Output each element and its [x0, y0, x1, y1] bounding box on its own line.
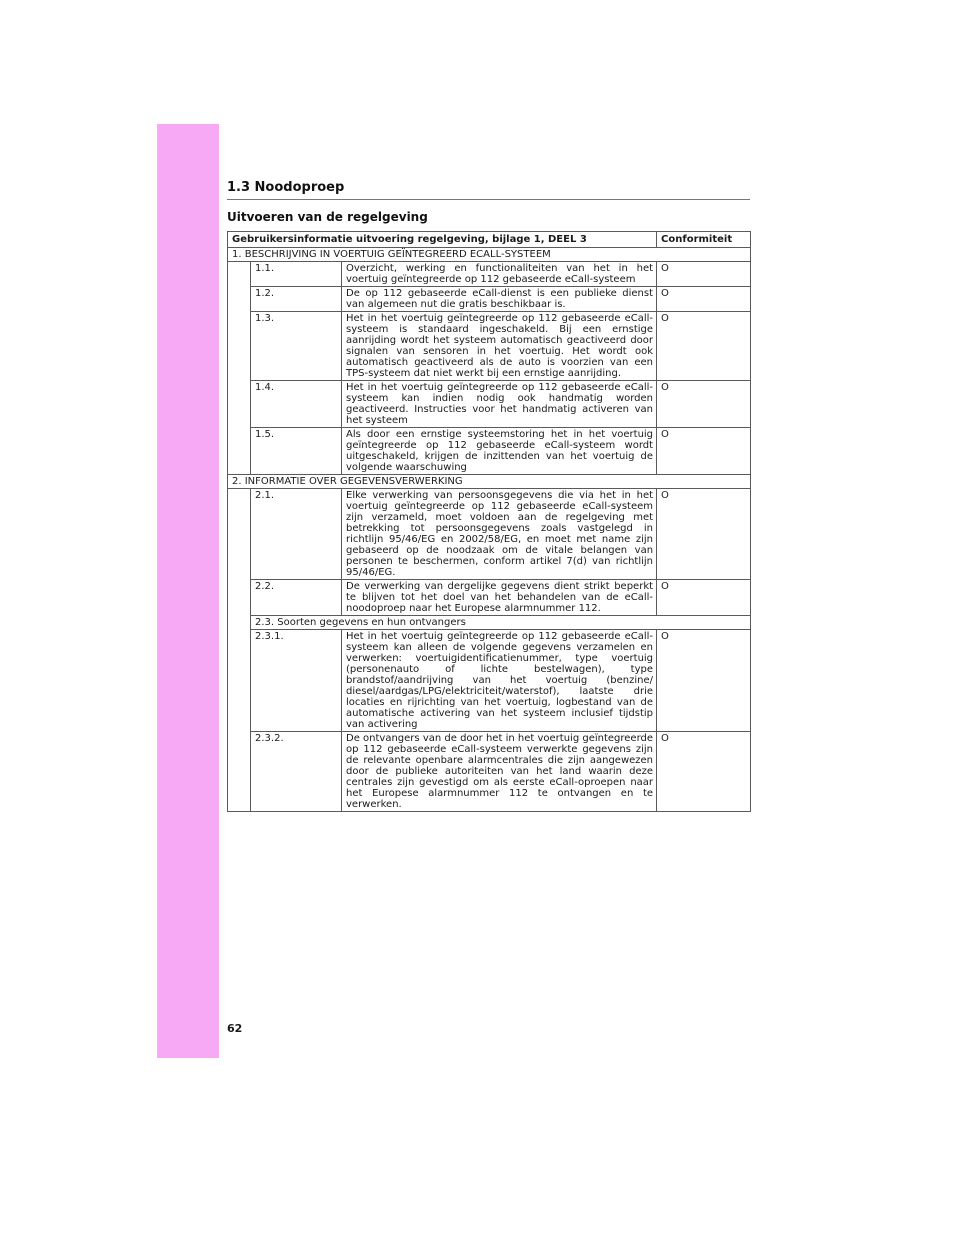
row-conformity: O [657, 312, 751, 381]
table-row [228, 732, 751, 812]
subsection-title: 2.3. Soorten gegevens en hun ontvangers [251, 616, 751, 630]
row-description: Als door een ernstige systeemstoring het in het voertuig geïntegreerde op 112 gebaseerde eCall-systeem wordt uitgeschakeld, krijgen de inzittenden van het voertuig de volgende waarschuwing [342, 428, 657, 475]
row-description: Het in het voertuig geïntegreerde op 112 gebaseerde eCall-systeem kan indien nodig ook handmatig worden geactiveerd. Instructies voor het handmatig activeren van het systeem [342, 381, 657, 428]
header-conformity: Conformiteit [657, 232, 751, 248]
table-row [228, 428, 751, 475]
row-description: Het in het voertuig geïntegreerde op 112 gebaseerde eCall-systeem kan alleen de volgende gegevens verzamelen en verwerken: voertuigidentificatienummer, type voertuig (personenauto of lichte bestelwagen), type brandstof/aandrijving van het voertuig (benzine/ diesel/aardgas/LPG/elektriciteit/waterstof), laatste drie locaties en rijrichting van het voertuig, logbestand van de automatische activering van het systeem inclusief tijdstip van activering [342, 630, 657, 732]
row-conformity: O [657, 630, 751, 732]
table-row [228, 381, 751, 428]
section-title: 1.3 Noodoproep [227, 180, 345, 195]
subsection-row [228, 616, 751, 630]
section-row [228, 248, 751, 262]
row-number: 1.1. [251, 262, 342, 287]
row-conformity: O [657, 580, 751, 616]
row-number: 2.2. [251, 580, 342, 616]
row-number: 2.1. [251, 489, 342, 580]
row-conformity: O [657, 428, 751, 475]
indent-cell [228, 489, 251, 812]
row-conformity: O [657, 381, 751, 428]
table-row [228, 489, 751, 580]
row-number: 1.2. [251, 287, 342, 312]
header-info: Gebruikersinformatie uitvoering regelgeving, bijlage 1, DEEL 3 [228, 232, 657, 248]
table-header-row [228, 232, 751, 248]
table-row [228, 580, 751, 616]
row-number: 2.3.1. [251, 630, 342, 732]
row-description: Het in het voertuig geïntegreerde op 112 gebaseerde eCall-systeem is standaard ingeschakeld. Bij een ernstige aanrijding wordt het systeem automatisch geactiveerd door signalen van sensoren in het voertuig. Het wordt ook automatisch geactiveerd als de auto is voorzien van een TPS-systeem dat niet werkt bij een ernstige aanrijding. [342, 312, 657, 381]
row-conformity: O [657, 732, 751, 812]
section-2-title: 2. INFORMATIE OVER GEGEVENSVERWERKING [228, 475, 751, 489]
row-number: 1.4. [251, 381, 342, 428]
row-conformity: O [657, 287, 751, 312]
table-row [228, 262, 751, 287]
row-description: De op 112 gebaseerde eCall-dienst is een publieke dienst van algemeen nut die gratis beschikbaar is. [342, 287, 657, 312]
row-number: 2.3.2. [251, 732, 342, 812]
table-row [228, 630, 751, 732]
row-conformity: O [657, 489, 751, 580]
regulation-table [227, 231, 751, 812]
section-row [228, 475, 751, 489]
row-description: De verwerking van dergelijke gegevens dient strikt beperkt te blijven tot het doel van het behandelen van de eCall-noodoproep naar het Europese alarmnummer 112. [342, 580, 657, 616]
page-subtitle: Uitvoeren van de regelgeving [227, 210, 428, 224]
page-number: 62 [227, 1022, 243, 1035]
row-description: Elke verwerking van persoonsgegevens die via het in het voertuig geïntegreerde op 112 gebaseerde eCall-systeem zijn verzameld, moet voldoen aan de regelgeving met betrekking tot persoonsgegevens zoals vastgelegd in richtlijn 95/46/EG en 2002/58/EG, en moet met name zijn gebaseerd op de noodzaak om de vitale belangen van personen te beschermen, conform artikel 7(d) van richtlijn 95/46/EG. [342, 489, 657, 580]
table-row [228, 287, 751, 312]
indent-cell [228, 262, 251, 475]
row-description: De ontvangers van de door het in het voertuig geïntegreerde op 112 gebaseerde eCall-systeem verwerkte gegevens zijn de relevante openbare alarmcentrales die zijn aangewezen door de publieke autoriteiten van het land waarin deze centrales zijn gevestigd om als eerste eCall-oproepen naar het Europese alarmnummer 112 te ontvangen en te verwerken. [342, 732, 657, 812]
title-divider [227, 199, 750, 200]
section-1-title: 1. BESCHRIJVING IN VOERTUIG GEÏNTEGREERD ECALL-SYSTEEM [228, 248, 751, 262]
table-row [228, 312, 751, 381]
row-number: 1.3. [251, 312, 342, 381]
row-number: 1.5. [251, 428, 342, 475]
row-conformity: O [657, 262, 751, 287]
row-description: Overzicht, werking en functionaliteiten van het in het voertuig geïntegreerde op 112 gebaseerde eCall-systeem [342, 262, 657, 287]
chapter-color-tab [157, 124, 219, 1058]
